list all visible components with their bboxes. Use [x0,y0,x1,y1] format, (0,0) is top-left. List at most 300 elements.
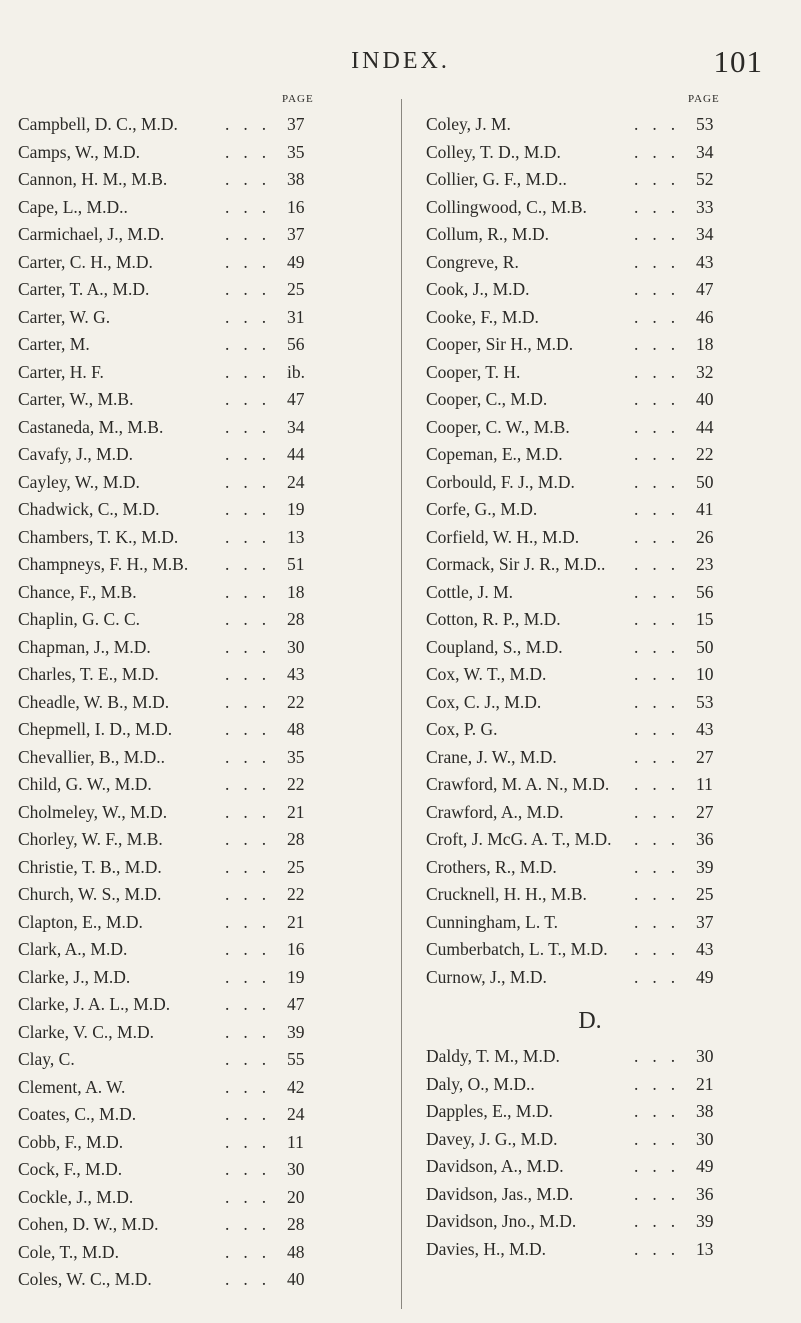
leader-dots: ... [225,774,281,794]
entry-name: Dapples, E., M.D. [426,1101,553,1121]
entry-page: 37 [287,114,305,134]
entry-name: Cotton, R. P., M.D. [426,609,561,629]
entry-page: 50 [696,471,714,492]
entry-name: Cohen, D. W., M.D. [18,1214,159,1234]
entry-page: 13 [287,526,305,547]
entry-name: Camps, W., M.D. [18,141,141,162]
entry-name: Champneys, F. H., M.B. [18,554,189,574]
index-entry [0,661,400,689]
entry-page: 43 [287,664,305,684]
entry-page: 36 [696,829,714,849]
entry-page: 27 [696,746,714,767]
index-entry [0,991,400,1019]
index-entry [0,469,400,497]
entry-name: Cayley, W., M.D. [18,471,140,492]
index-entry [400,414,801,442]
index-entry [0,1184,400,1212]
leader-dots: ... [225,141,281,162]
entry-page: 49 [696,1156,714,1176]
leader-dots: ... [225,114,281,134]
entry-page: 46 [696,306,714,327]
entry-name: Clark, A., M.D. [18,939,128,959]
index-entry [400,771,801,799]
entry-name: Cox, C. J., M.D. [426,691,542,712]
entry-name: Clarke, J. A. L., M.D. [18,994,171,1014]
index-entry [400,221,801,249]
entry-name: Cobb, F., M.D. [18,1131,124,1152]
index-entry [0,1046,400,1074]
leader-dots: ... [634,444,690,464]
index-entry [400,936,801,964]
leader-dots: ... [225,1269,281,1289]
entry-page: 30 [287,1159,305,1179]
entry-name: Crane, J. W., M.D. [426,746,557,767]
index-entry [0,579,400,607]
leader-dots: ... [634,526,690,547]
entry-page: 25 [696,884,714,904]
index-entry [400,909,801,937]
leader-dots: ... [634,196,690,217]
leader-dots: ... [634,1183,690,1204]
entry-name: Cox, P. G. [426,719,498,739]
page-header [0,44,801,84]
entry-page: 24 [287,471,305,492]
index-entry [400,1236,801,1264]
entry-name: Davey, J. G., M.D. [426,1128,558,1149]
index-entry [400,166,801,194]
entry-page: 30 [287,636,305,657]
entry-name: Chepmell, I. D., M.D. [18,719,173,739]
entry-name: Chapman, J., M.D. [18,636,151,657]
entry-name: Cooper, C., M.D. [426,389,548,409]
entry-name: Cooper, Sir H., M.D. [426,334,574,354]
leader-dots: ... [225,664,281,684]
right-entries [400,111,801,1263]
leader-dots: ... [634,691,690,712]
entry-name: Carter, T. A., M.D. [18,279,150,299]
entry-name: Cunningham, L. T. [426,911,559,932]
entry-page: 37 [287,224,305,244]
index-entry [0,1266,400,1294]
leader-dots: ... [225,471,281,492]
entry-name: Cannon, H. M., M.B. [18,169,168,189]
index-entry [0,1129,400,1157]
leader-dots: ... [225,389,281,409]
entry-page: 20 [287,1186,305,1207]
leader-dots: ... [225,334,281,354]
section-letter: D. [578,1008,602,1034]
entry-page: 22 [287,774,305,794]
entry-name: Chevallier, B., M.D.. [18,746,166,767]
entry-page: 28 [287,609,305,629]
index-entry [0,524,400,552]
entry-page: 48 [287,1241,305,1262]
entry-page: 47 [696,279,714,299]
entry-page: 55 [287,1049,305,1069]
index-entry [400,111,801,139]
index-entry [0,744,400,772]
index-entry [400,1126,801,1154]
index-entry [0,1101,400,1129]
entry-name: Cock, F., M.D. [18,1159,123,1179]
index-entry [0,1211,400,1239]
entry-name: Crawford, A., M.D. [426,801,564,822]
entry-page: 23 [696,554,714,574]
entry-page: 39 [696,856,714,877]
left-entries [0,111,400,1294]
index-entry [0,276,400,304]
leader-dots: ... [225,554,281,574]
index-entry [0,881,400,909]
index-entry [400,1208,801,1236]
entry-page: 38 [287,169,305,189]
index-entry [400,359,801,387]
entry-name: Chaplin, G. C. C. [18,609,141,629]
entry-name: Collingwood, C., M.B. [426,196,587,217]
leader-dots: ... [225,581,281,602]
entry-name: Charles, T. E., M.D. [18,664,159,684]
index-entry [0,386,400,414]
index-entry [400,551,801,579]
leader-dots: ... [634,774,690,794]
index-entry [400,1043,801,1071]
entry-name: Carter, W., M.B. [18,389,134,409]
entry-page: 40 [696,389,714,409]
entry-name: Clarke, V. C., M.D. [18,1021,154,1042]
leader-dots: ... [225,1049,281,1069]
index-entry [0,1019,400,1047]
entry-name: Cockle, J., M.D. [18,1186,134,1207]
index-entry [400,441,801,469]
leader-dots: ... [634,1156,690,1176]
entry-name: Chadwick, C., M.D. [18,499,160,519]
index-entry [400,689,801,717]
index-entry [0,689,400,717]
entry-name: Crucknell, H. H., M.B. [426,884,587,904]
entry-page: 42 [287,1076,305,1097]
entry-page: 44 [287,444,305,464]
leader-dots: ... [225,416,281,437]
leader-dots: ... [634,636,690,657]
index-entry [0,194,400,222]
index-entry [0,1156,400,1184]
entry-name: Cottle, J. M. [426,581,514,602]
index-entry [400,249,801,277]
leader-dots: ... [634,416,690,437]
entry-page: 10 [696,664,714,684]
entry-name: Croft, J. McG. A. T., M.D. [426,829,612,849]
entry-name: Copeman, E., M.D. [426,444,563,464]
leader-dots: ... [225,361,281,382]
entry-page: 34 [696,141,714,162]
leader-dots: ... [634,884,690,904]
leader-dots: ... [634,554,690,574]
leader-dots: ... [225,169,281,189]
entry-name: Chambers, T. K., M.D. [18,526,179,547]
leader-dots: ... [225,1021,281,1042]
entry-name: Clarke, J., M.D. [18,966,131,987]
index-entry [0,221,400,249]
index-entry [0,139,400,167]
entry-page: 19 [287,499,305,519]
entry-page: 53 [696,114,714,134]
entry-page: 26 [696,526,714,547]
entry-page: 52 [696,169,714,189]
leader-dots: ... [634,856,690,877]
entry-page: 49 [287,251,305,272]
index-entry [400,606,801,634]
entry-name: Campbell, D. C., M.D. [18,114,178,134]
entry-name: Cholmeley, W., M.D. [18,801,168,822]
entry-page: 19 [287,966,305,987]
entry-page: 56 [696,581,714,602]
index-entry [0,799,400,827]
leader-dots: ... [634,1101,690,1121]
entry-name: Collum, R., M.D. [426,224,550,244]
entry-page: 39 [696,1211,714,1231]
entry-name: Clapton, E., M.D. [18,911,143,932]
entry-page: 43 [696,251,714,272]
leader-dots: ... [225,746,281,767]
entry-page: 34 [287,416,305,437]
entry-page: 48 [287,719,305,739]
entry-page: 16 [287,939,305,959]
leader-dots: ... [634,746,690,767]
leader-dots: ... [225,691,281,712]
index-entry [0,166,400,194]
entry-page: 11 [287,1131,304,1152]
leader-dots: ... [225,939,281,959]
leader-dots: ... [225,251,281,272]
entry-page: 38 [696,1101,714,1121]
leader-dots: ... [634,719,690,739]
entry-page: 31 [287,306,305,327]
entry-name: Cumberbatch, L. T., M.D. [426,939,608,959]
entry-name: Coley, J. M. [426,114,511,134]
entry-name: Child, G. W., M.D. [18,774,152,794]
page-column-label: PAGE [282,93,314,105]
index-entry [400,826,801,854]
leader-dots: ... [634,169,690,189]
leader-dots: ... [225,1214,281,1234]
entry-name: Cooke, F., M.D. [426,306,539,327]
leader-dots: ... [225,1241,281,1262]
leader-dots: ... [225,224,281,244]
entry-page: 21 [287,911,305,932]
entry-page: 11 [696,774,713,794]
leader-dots: ... [634,334,690,354]
leader-dots: ... [225,911,281,932]
leader-dots: ... [225,856,281,877]
index-entry [400,524,801,552]
entry-page: 28 [287,1214,305,1234]
entry-page: 18 [287,581,305,602]
entry-name: Coles, W. C., M.D. [18,1269,152,1289]
index-entry [400,496,801,524]
entry-page: 25 [287,279,305,299]
index-entry [400,1153,801,1181]
entry-name: Chorley, W. F., M.B. [18,829,163,849]
entry-name: Clay, C. [18,1049,75,1069]
leader-dots: ... [225,1131,281,1152]
entry-page: 41 [696,499,714,519]
leader-dots: ... [634,939,690,959]
entry-name: Crothers, R., M.D. [426,856,557,877]
leader-dots: ... [634,251,690,272]
entry-name: Corfe, G., M.D. [426,499,538,519]
index-entry [400,194,801,222]
index-entry [0,771,400,799]
entry-name: Chance, F., M.B. [18,581,137,602]
page-number: 101 [713,44,763,79]
entry-name: Corfield, W. H., M.D. [426,526,580,547]
entry-name: Colley, T. D., M.D. [426,141,561,162]
leader-dots: ... [634,114,690,134]
leader-dots: ... [634,609,690,629]
leader-dots: ... [225,609,281,629]
index-entry [0,1074,400,1102]
entry-page: 18 [696,334,714,354]
entry-name: Carter, H. F. [18,361,104,382]
index-entry [0,551,400,579]
index-entry [0,496,400,524]
index-entry [0,441,400,469]
entry-name: Cheadle, W. B., M.D. [18,691,170,712]
index-entry [0,1239,400,1267]
entry-page: 51 [287,554,305,574]
leader-dots: ... [634,801,690,822]
index-entry [400,331,801,359]
index-entry [400,661,801,689]
index-entry [0,249,400,277]
entry-page: 35 [287,141,305,162]
entry-page: 56 [287,334,305,354]
index-entry [400,1098,801,1126]
entry-page: 22 [287,691,305,712]
leader-dots: ... [634,279,690,299]
entry-name: Davidson, Jno., M.D. [426,1211,577,1231]
index-entry [400,744,801,772]
entry-name: Davidson, A., M.D. [426,1156,564,1176]
index-entry [0,826,400,854]
entry-page: 36 [696,1183,714,1204]
index-entry [0,634,400,662]
entry-page: 22 [287,884,305,904]
entry-name: Congreve, R. [426,251,519,272]
entry-name: Daly, O., M.D.. [426,1073,535,1094]
entry-name: Carter, M. [18,334,90,354]
leader-dots: ... [634,306,690,327]
entry-name: Daldy, T. M., M.D. [426,1046,560,1066]
index-entry [400,386,801,414]
index-entry [0,964,400,992]
leader-dots: ... [634,1211,690,1231]
entry-name: Coupland, S., M.D. [426,636,563,657]
entry-name: Cooper, C. W., M.B. [426,416,570,437]
index-entry [0,414,400,442]
entry-page: 35 [287,746,305,767]
entry-page: 49 [696,966,714,987]
leader-dots: ... [634,141,690,162]
leader-dots: ... [634,911,690,932]
leader-dots: ... [225,444,281,464]
entry-name: Christie, T. B., M.D. [18,856,162,877]
leader-dots: ... [225,966,281,987]
entry-page: 47 [287,994,305,1014]
entry-page: 43 [696,939,714,959]
entry-page: 44 [696,416,714,437]
page-title: INDEX. [351,48,450,74]
entry-page: 21 [696,1073,714,1094]
leader-dots: ... [634,581,690,602]
leader-dots: ... [634,224,690,244]
entry-name: Collier, G. F., M.D.. [426,169,567,189]
leader-dots: ... [225,719,281,739]
entry-page: ib. [287,361,305,382]
index-entry [400,799,801,827]
leader-dots: ... [634,1046,690,1066]
leader-dots: ... [225,1076,281,1097]
entry-page: 21 [287,801,305,822]
entry-name: Clement, A. W. [18,1076,126,1097]
index-entry [0,854,400,882]
entry-name: Corbould, F. J., M.D. [426,471,575,492]
entry-name: Cook, J., M.D. [426,279,530,299]
leader-dots: ... [225,1186,281,1207]
leader-dots: ... [634,389,690,409]
index-entry [400,634,801,662]
leader-dots: ... [225,279,281,299]
leader-dots: ... [225,1104,281,1124]
entry-page: 53 [696,691,714,712]
entry-page: 43 [696,719,714,739]
entry-name: Davidson, Jas., M.D. [426,1183,574,1204]
index-entry [0,909,400,937]
entry-page: 24 [287,1104,305,1124]
leader-dots: ... [634,471,690,492]
index-entry [0,936,400,964]
entry-name: Curnow, J., M.D. [426,966,547,987]
index-entry [400,854,801,882]
entry-name: Castaneda, M., M.B. [18,416,164,437]
entry-name: Cormack, Sir J. R., M.D.. [426,554,606,574]
index-entry [0,331,400,359]
index-entry [0,606,400,634]
index-entry [400,304,801,332]
entry-page: 34 [696,224,714,244]
index-entry [400,579,801,607]
entry-name: Cavafy, J., M.D. [18,444,134,464]
leader-dots: ... [634,1128,690,1149]
entry-page: 50 [696,636,714,657]
entry-name: Coates, C., M.D. [18,1104,137,1124]
leader-dots: ... [225,829,281,849]
entry-page: 13 [696,1238,714,1259]
entry-name: Cox, W. T., M.D. [426,664,547,684]
leader-dots: ... [225,499,281,519]
entry-name: Cape, L., M.D.. [18,196,128,217]
entry-name: Crawford, M. A. N., M.D. [426,774,610,794]
index-entry [400,276,801,304]
entry-page: 25 [287,856,305,877]
index-entry [400,716,801,744]
index-entry [0,304,400,332]
entry-page: 22 [696,444,714,464]
index-entry [0,359,400,387]
index-entry [0,716,400,744]
entry-name: Church, W. S., M.D. [18,884,162,904]
leader-dots: ... [225,306,281,327]
